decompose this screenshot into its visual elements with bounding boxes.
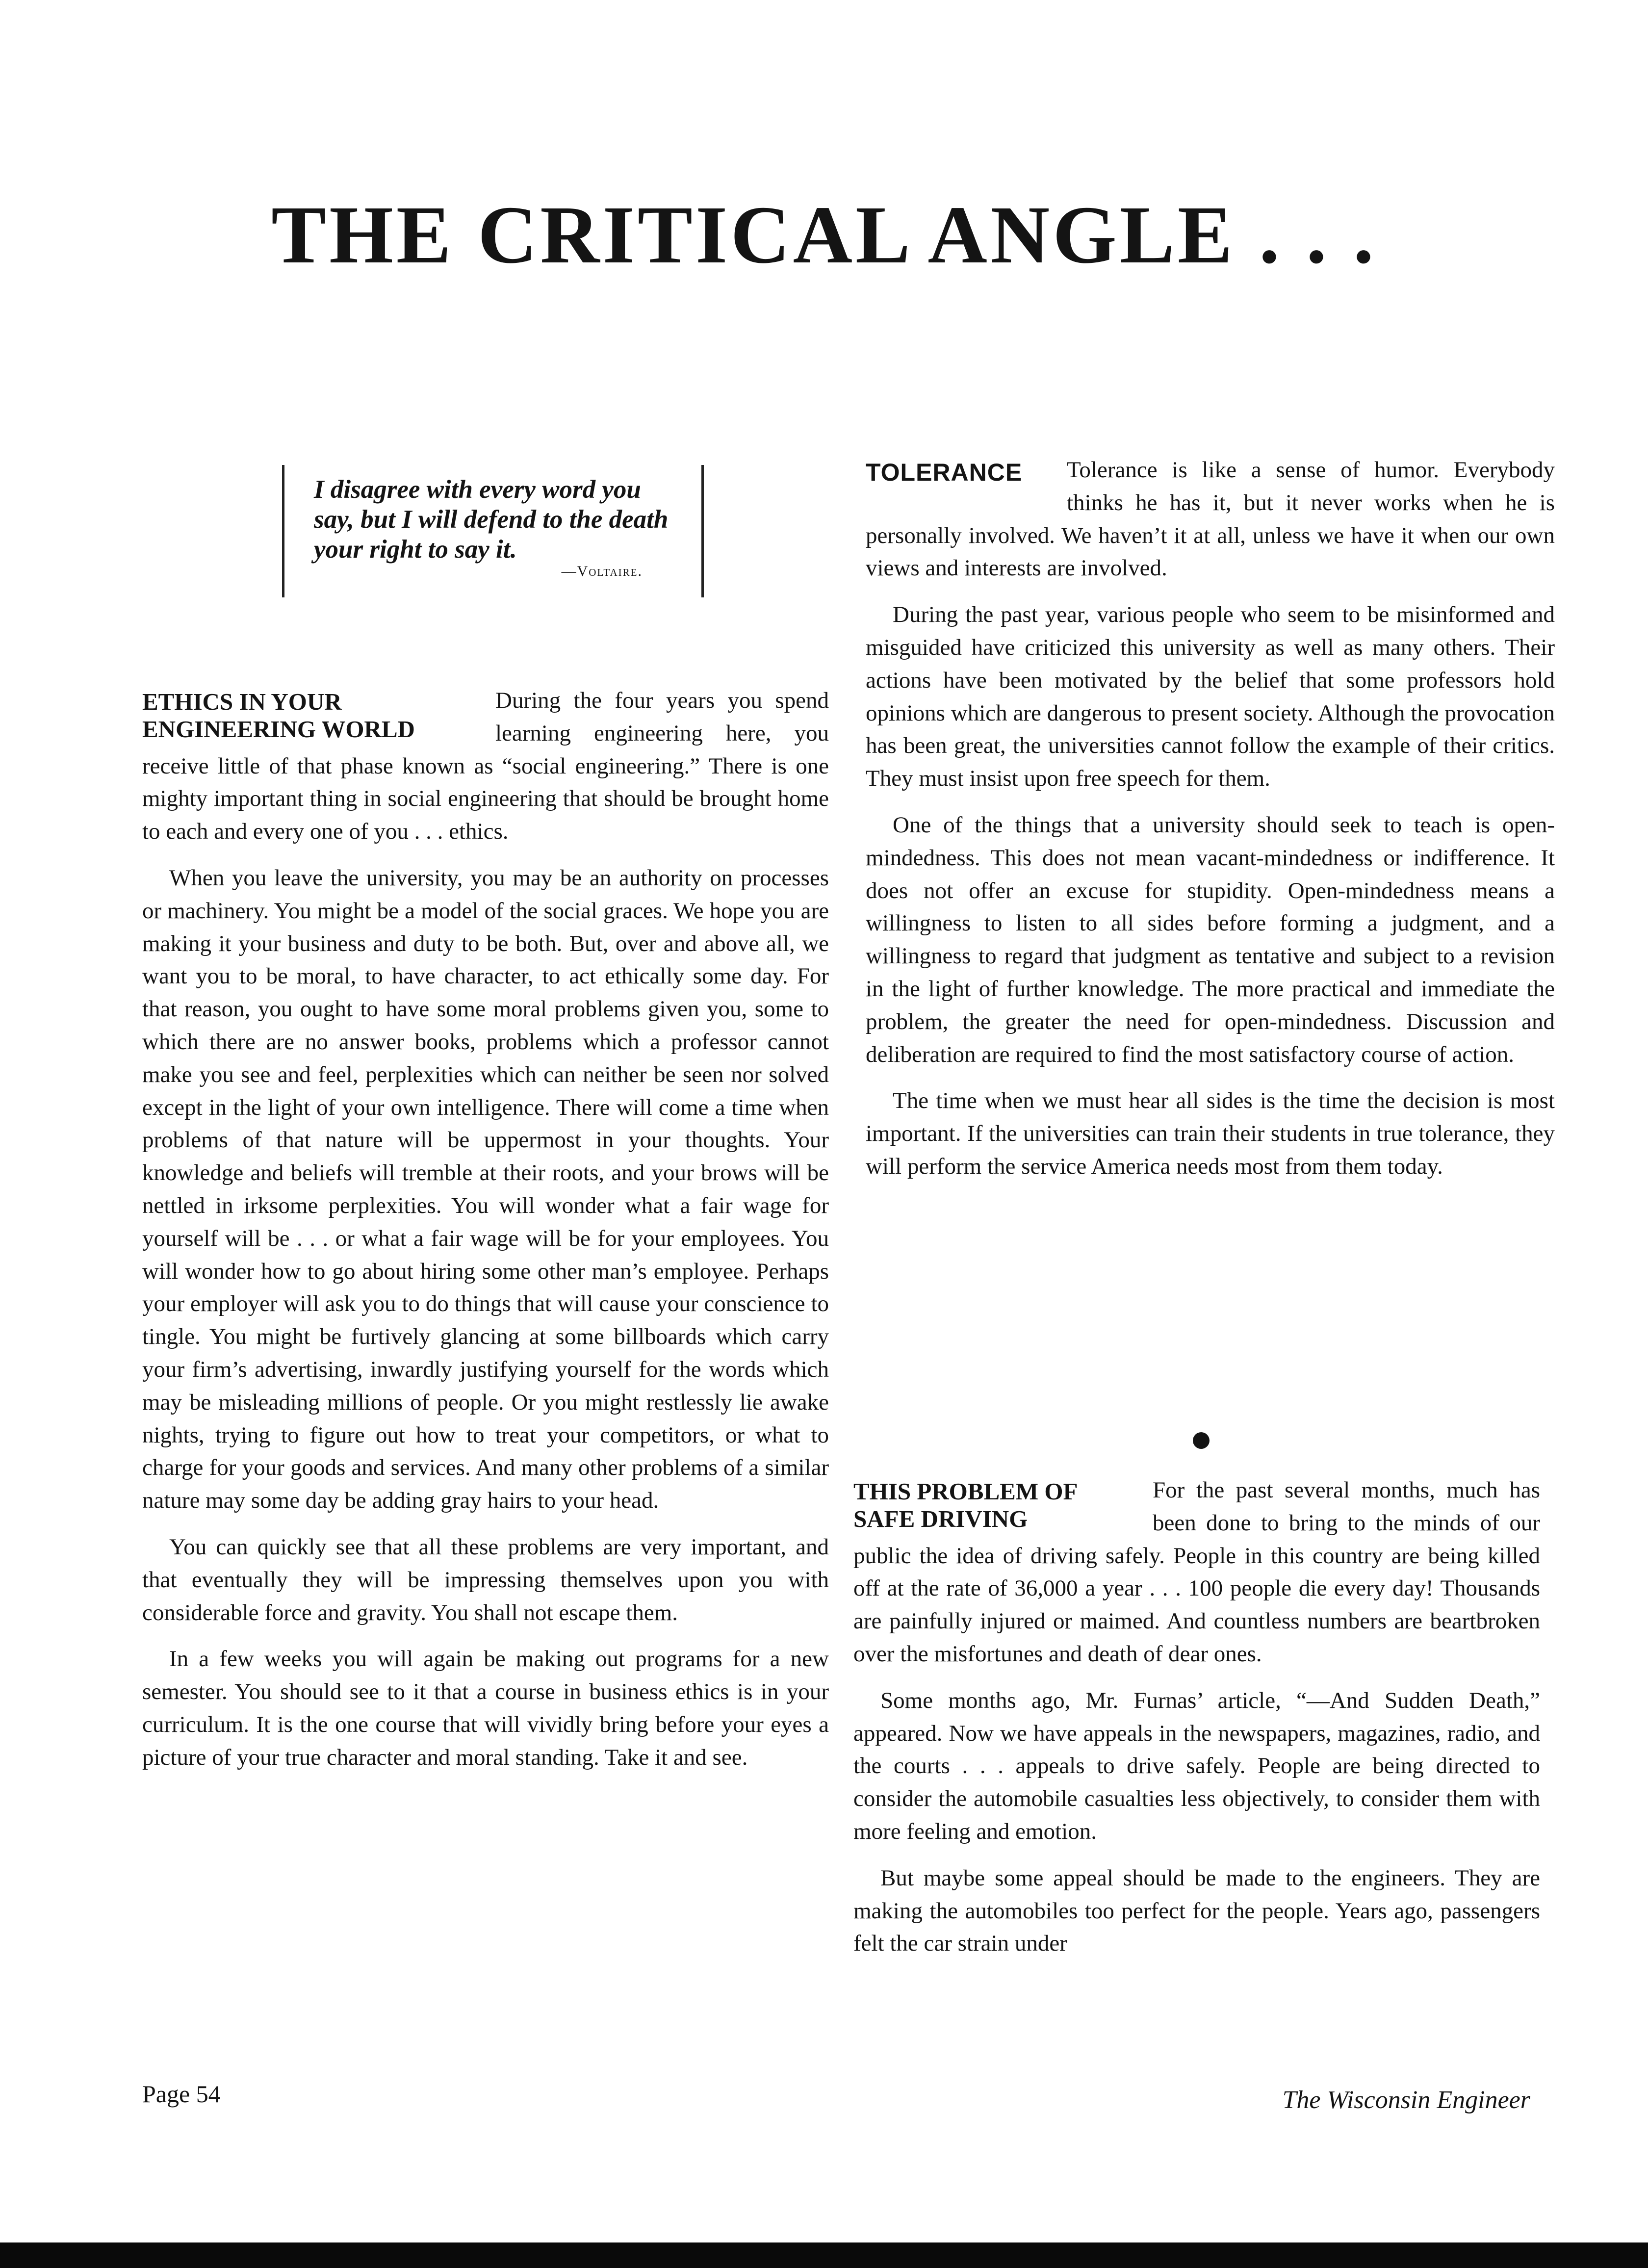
article-paragraph: In a few weeks you will again be making out programs for a new semester. You should see to it that a course in business ethics is in your curriculum. It is the one course that will vividly bring before your eyes a picture of your true character and moral standing. Take it and see.	[142, 1646, 829, 1770]
scan-edge-bar	[0, 2242, 1648, 2268]
voltaire-quote-box	[282, 465, 704, 597]
article-paragraph: The time when we must hear all sides is the time the decision is most important. If the universities can train their students in true tolerance, they will perform the service America needs most from them today.	[866, 1088, 1555, 1179]
article-paragraph: Some months ago, Mr. Furnas’ article, “—And Sudden Death,” appeared. Now we have appeals in the newspapers, magazines, radio, and the courts . . . appeals to drive safely. People are being directed to consider the automobile casualties less objectively, to consider them with more feeling and emotion.	[853, 1687, 1540, 1844]
article-paragraph: During the four years you spend learning engineering here, you receive little of that phase known as “social engineering.” There is one mighty important thing in social engineering that should be brought home to each and every one of you . . . ethics.	[142, 688, 829, 845]
article-tolerance	[866, 454, 1555, 1197]
article-ethics	[142, 684, 829, 1788]
article-paragraph: But maybe some appeal should be made to the engineers. They are making the automobiles too perfect for the people. Years ago, passengers felt the car strain under	[853, 1865, 1540, 1957]
article-paragraph: You can quickly see that all these problems are very important, and that eventually they will be impressing themselves upon you with considerable force and gravity. You shall not escape them.	[142, 1534, 829, 1625]
page-title: THE CRITICAL ANGLE . . .	[271, 189, 1377, 281]
article-paragraph: Tolerance is like a sense of humor. Everybody thinks he has it, but it never works when he is personally involved. We haven’t it at all, unless we have it when our own views and interests are involved.	[866, 457, 1555, 581]
quote-text: I disagree with every word you say, but I will defend to the death your right to say it.	[314, 475, 669, 564]
page-number: Page 54	[142, 2080, 221, 2108]
article-paragraph: One of the things that a university should seek to teach is open-mindedness. This does not mean vacant-mindedness or indifference. It does not offer an excuse for stupidity. Open-mindedness means a willingness to listen to all sides before forming a judgment, and a willingness to regard that judgment as tentative and subject to a revision in the light of further knowledge. The more practical and immediate the problem, the greater the need for open-mindedness. Discussion and deliberation are required to find the most satisfactory course of action.	[866, 812, 1555, 1067]
quote-attribution: —Voltaire.	[561, 563, 643, 579]
article-heading: THIS PROBLEM OF SAFE DRIVING	[853, 1478, 1077, 1532]
article-heading: TOLERANCE	[866, 459, 1023, 486]
article-paragraph: During the past year, various people who seem to be misinformed and misguided have criticized this university as well as many others. Their actions have been motivated by the belief that some professors hold opinions which are dangerous to present society. Although the provocation has been great, the universities cannot follow the example of their critics. They must insist upon free speech for them.	[866, 602, 1555, 792]
article-heading: ETHICS IN YOUR ENGINEERING WORLD	[142, 688, 415, 743]
journal-name: The Wisconsin Engineer	[1282, 2086, 1530, 2114]
article-paragraph: For the past several months, much has been done to bring to the minds of our public the idea of driving safely. People in this country are being killed off at the rate of 36,000 a year . . . 100 people die every day! Thousands are painfully injured or maimed. And countless numbers are beartbroken over the misfortunes and death of dear ones.	[853, 1477, 1540, 1667]
section-divider-dot	[1193, 1432, 1210, 1449]
article-paragraph: When you leave the university, you may be an authority on processes or machinery. You might be a model of the social graces. We hope you are making it your business and duty to be both. But, over and above all, we want you to be moral, to have character, to act ethically some day. For that reason, you ought to have some moral problems given you, some to which there are no answer books, problems which a professor cannot make you see and feel, perplexities which can neither be seen nor solved except in the light of your own intelligence. There will come a time when problems of that nature will be uppermost in your thoughts. Your knowledge and beliefs will tremble at their roots, and your brows will be nettled in irksome perplexities. You will wonder what a fair wage for yourself will be . . . or what a fair wage will be for your employees. You will wonder how to go about hiring some other man’s employee. Perhaps your employer will ask you to do things that will cause your conscience to tingle. You might be furtively glancing at some billboards which carry your firm’s advertising, inwardly justifying yourself for the words which may be misleading millions of people. Or you might restlessly lie awake nights, trying to figure out how to treat your competitors, or what to charge for your goods and services. And many other problems of a similar nature may some day be adding gray hairs to your head.	[142, 865, 829, 1514]
article-safe-driving	[853, 1474, 1540, 1974]
